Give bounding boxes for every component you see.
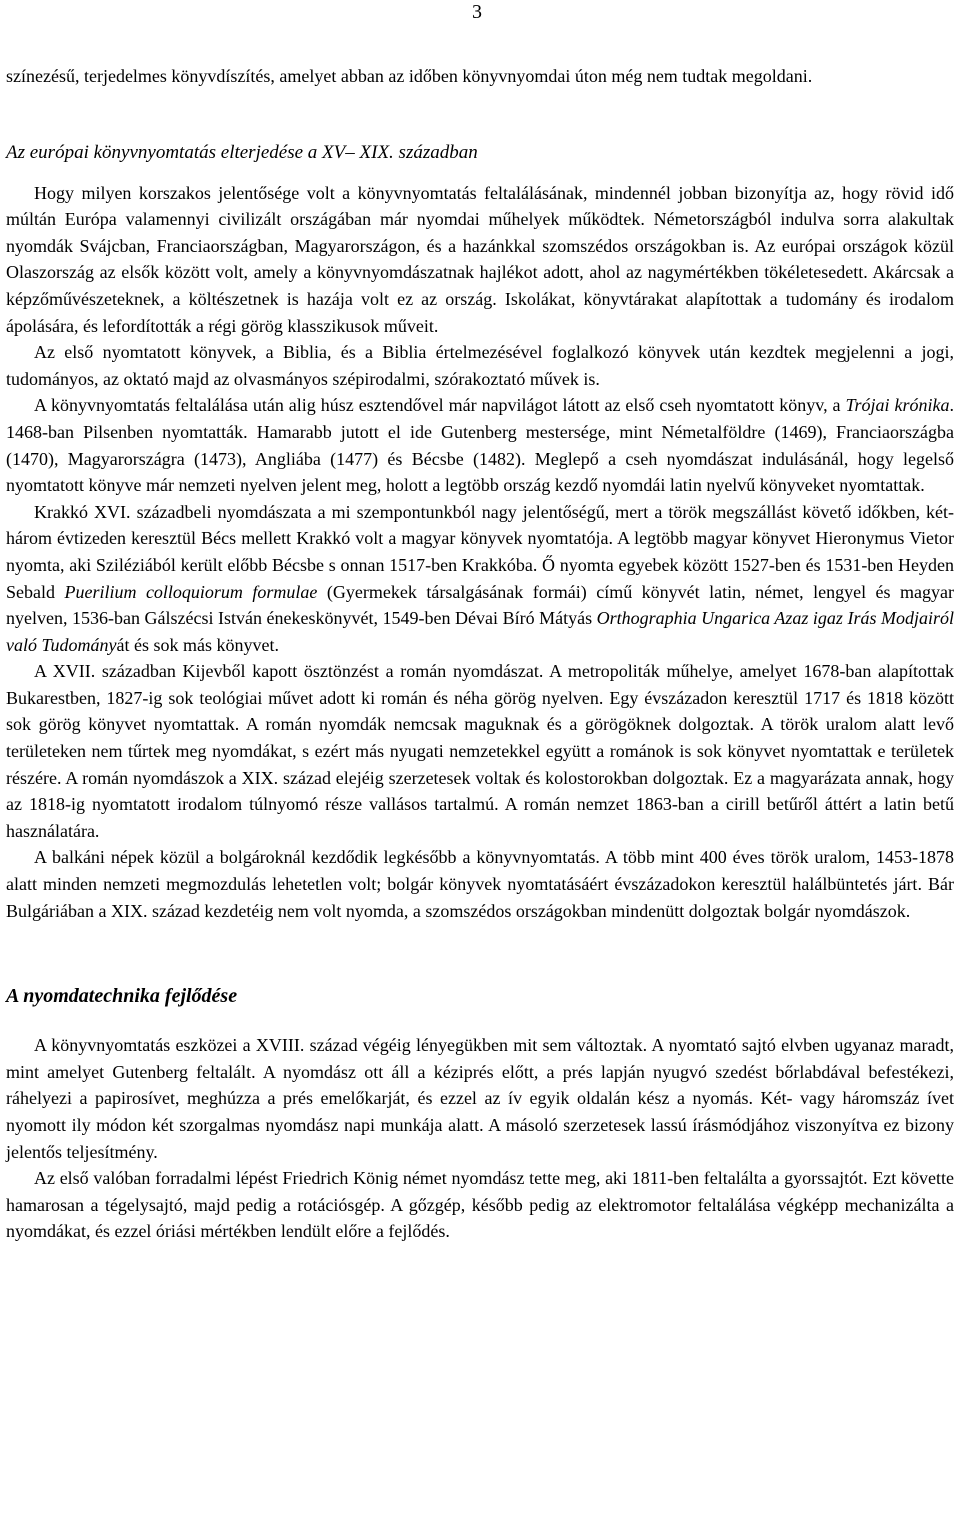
page-content [6, 63, 954, 1245]
paragraph-romanian-printing: A XVII. században Kijevből kapott ösztönzést a román nyomdászat. A metropoliták műhelye, amelyet 1678-ban alapítottak Bukarestben, 1827-ig sok teológiai művet adott ki román és néha görög nyelven. Egy évszázadon keresztül 1717 és 1818 között sok görög könyvet nyomtattak. A román nyomdák nemcsak maguknak és a görögöknek dolgoztak. A török uralom alatt levő területeken nem tűrtek meg nyomdákat, s ezért más nyugati nemzetekkel együtt a románok is sok könyvet nyomtattak e területek részére. A román nyomdászok a XIX. század elejéig szerzetesek voltak és kolostorokban dolgoztak. Ez a magyarázata annak, hogy az 1818-ig nyomtatott irodalom túlnyomó része vallásos tartalmú. A román nemzet 1863-ban a cirill betűről áttért a latin betű használatára. [6, 661, 954, 841]
paragraph-bulgarian-printing: A balkáni népek közül a bolgároknál kezdődik legkésőbb a könyvnyomtatás. A több mint 400 éves török uralom, 1453-1878 alatt minden nemzeti megmozdulás lehetetlen volt; bolgár könyvek nyomtatásáért évszázadokon keresztül halálbüntetés járt. Bár Bulgáriában a XIX. század kezdetéig nem volt nyomda, a szomszédos országokban mindenütt dolgoztak bolgár nyomdászok. [6, 847, 954, 921]
section-heading-spread: Az európai könyvnyomtatás elterjedése a XV– XIX. században [6, 141, 478, 163]
book-title-orthographia: Orthographia Ungarica Azaz igaz Irás Modjairól való Tudomány [6, 608, 954, 655]
page-number: 3 [472, 1, 482, 23]
book-title-trojai: Trójai krónika [845, 395, 950, 416]
paragraph-krakow-printing: Krakkó XVI. századbeli nyomdászata a mi szempontunkból nagy jelentőségű, mert a török megszállást követő időkben, két-három évtizeden keresztül Bécs mellett Krakkó volt a magyar könyvek nyomtatója. A legtöbb magyar könyvet Hieronymus Vietor nyomta, aki Sziléziából került előbb Bécsbe s onnan 1517-ben Krakkóba. Ő nyomta egyebek között 1527-ben és 1531-ben Heyden Sebald Puerilium colloquiorum formulae (Gyermekek társalgásának formái) című könyvét latin, német, lengyel és magyar nyelven, 1536-ban Gálszécsi István énekeskönyvét, 1549-ben Dévai Bíró Mátyás Orthographia Ungarica Azaz igaz Irás Modjairól való Tudományát és sok más könyvet. [6, 501, 954, 655]
paragraph-first-books: Az első nyomtatott könyvek, a Biblia, és a Biblia értelmezésével foglalkozó könyvek után kezdtek megjelenni a jogi, tudományos, az oktató majd az olvasmányos szépirodalmi, szórakoztató művek is. [6, 342, 954, 389]
intro-paragraph: színezésű, terjedelmes könyvdíszítés, amelyet abban az időben könyvnyomdai úton még nem tudtak megoldani. [6, 66, 813, 86]
book-title-puerilium: Puerilium colloquiorum formulae [64, 581, 318, 602]
paragraph-press-tools: A könyvnyomtatás eszközei a XVIII. század végéig lényegükben mit sem változtak. A nyomtató sajtó elvben ugyanaz maradt, mint amelyet Gutenberg feltalált. A nyomdász ott áll a kéziprés előtt, a prés lapján nyugvó szedést bőrlabdával befestékezi, ráhelyezi a papirosívet, meghúzza a prés emelőkarját, és ezzel az ív egyik oldalán kész a nyomás. Két- vagy háromszáz ívet nyomott ily módon két szorgalmas nyomdász napi munkája alatt. A másoló szerzetesek lassú írásmódjához viszonyítva ez bizony jelentős teljesítmény. [6, 1035, 954, 1162]
paragraph-konig-press: Az első valóban forradalmi lépést Friedrich König német nyomdász tette meg, aki 1811-ben feltalálta a gyorssajtót. Ezt követte hamarosan a tégelysajtó, majd pedig a rotációsgép. A gőzgép, később pedig az elektromotor feltalálása végképp mechanizálta a nyomdákat, és ezzel óriási mértékben lendült előre a fejlődés. [6, 1168, 954, 1242]
paragraph-significance: Hogy milyen korszakos jelentősége volt a könyvnyomtatás feltalálásának, mindennél jobban bizonyítja az, hogy rövid idő múltán Európa valamennyi civilizált országában már nyomdai műhelyek működtek. Németországból indulva sorra alakultak nyomdák Svájcban, Franciaországban, Magyarországon, és a hazánkkal szomszédos országokban is. Az európai országok közül Olaszország az elsők között volt, amely a könyvnyomdászatnak hajlékot adott, ahol az nagymértékben tökéletesedett. Akárcsak a képzőművészeteknek, a költészetnek is hazája volt ez az ország. Iskolákat, könyvtárakat alapítottak a tudomány és irodalom ápolására, és lefordították a régi görög klasszikusok műveit. [6, 182, 954, 336]
section-heading-technology: A nyomdatechnika fejlődése [6, 985, 238, 1008]
paragraph-czech-printing: A könyvnyomtatás feltalálása után alig húsz esztendővel már napvilágot látott az első cseh nyomtatott könyv, a Trójai krónika. 1468-ban Pilsenben nyomtatták. Hamarabb jutott el ide Gutenberg mestersége, mint Németalföldre (1469), Franciaországba (1470), Magyarországra (1473), Angliába (1477) és Bécsbe (1482). Meglepő a cseh nyomdászat indulásánál, hogy legelső nyomtatott könyve már nemzeti nyelven jelent meg, holott a legtöbb ország kezdő nyomdái latin nyelvű könyveket nyomtattak. [6, 395, 954, 496]
